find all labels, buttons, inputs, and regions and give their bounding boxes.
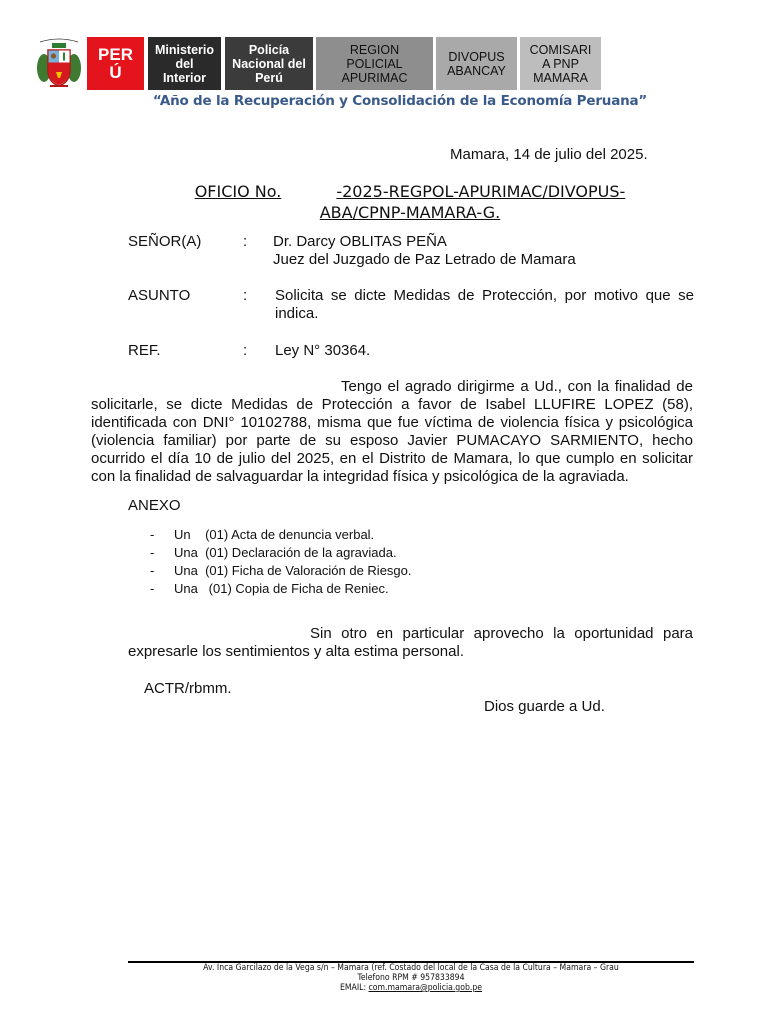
initials: ACTR/rbmm.	[144, 680, 232, 697]
body-paragraph: Tengo el agrado dirigirme a Ud., con la finalidad de solicitarle, se dicte Medidas de Protección a favor de Isabel LLUFIRE LOPEZ (58), identificada con DNI° 10102788, misma que fue víctima de violencia física y psicológica (violencia familiar) por parte de su esposo Javier PUMACAYO SARMIENTO, hecho ocurrido el día 10 de julio del 2025, en el Distrito de Mamara, lo que cumplo en solicitar con la finalidad de salvaguardar la integridad física y psicológica de la agraviada.	[91, 378, 693, 485]
ministerio-box: Ministerio del Interior	[148, 37, 221, 90]
year-motto: “Año de la Recuperación y Consolidación de la Economía Peruana”	[152, 93, 648, 109]
list-item: - Una (01) Ficha de Valoración de Riesgo.	[150, 563, 412, 578]
footer-address: Av. Inca Garcilazo de la Vega s/n – Mamara (ref. Costado del local de la Casa de la Cultura – Mamara – Grau	[203, 963, 619, 973]
policia-box: Policía Nacional del Perú	[225, 37, 313, 90]
list-item: - Un (01) Acta de denuncia verbal.	[150, 527, 375, 542]
oficio-code-line2: ABA/CPNP-MAMARA-G.	[319, 203, 501, 222]
footer-email-label: EMAIL:	[339, 983, 367, 993]
oficio-prefix: OFICIO No.	[194, 182, 282, 201]
oficio-code-line1: -2025-REGPOL-APURIMAC/DIVOPUS-	[336, 182, 626, 201]
asunto-colon: :	[243, 287, 248, 304]
addressee-position: Juez del Juzgado de Paz Letrado de Mamara	[273, 251, 576, 268]
senor-label: SEÑOR(A)	[128, 233, 202, 250]
footer	[168, 963, 655, 993]
asunto-text: Solicita se dicte Medidas de Protección, por motivo que se indica.	[275, 287, 694, 322]
senor-colon: :	[243, 233, 248, 250]
date-line: Mamara, 14 de julio del 2025.	[450, 146, 648, 163]
peru-brand-box: PER Ú	[87, 37, 144, 90]
ref-label: REF.	[128, 342, 161, 359]
ref-colon: :	[243, 342, 248, 359]
ref-text: Ley N° 30364.	[275, 342, 371, 359]
coat-of-arms-icon	[36, 38, 82, 90]
farewell: Dios guarde a Ud.	[484, 698, 605, 715]
closing-paragraph: Sin otro en particular aprovecho la oportunidad para expresarle los sentimientos y alta estima personal.	[128, 625, 693, 660]
oficio-number	[100, 181, 720, 223]
comisaria-box: COMISARI A PNP MAMARA	[520, 37, 601, 90]
asunto-label: ASUNTO	[128, 287, 191, 304]
addressee-name: Dr. Darcy OBLITAS PEÑA	[273, 233, 447, 250]
footer-phone: Telefono RPM # 957833894	[357, 973, 465, 983]
anexo-title: ANEXO	[128, 497, 181, 514]
list-item: - Una (01) Declaración de la agraviada.	[150, 545, 397, 560]
region-box: REGION POLICIAL APURIMAC	[316, 37, 433, 90]
list-item: - Una (01) Copia de Ficha de Reniec.	[150, 581, 389, 596]
footer-email-link[interactable]: com.mamara@policia.gob.pe	[368, 983, 483, 993]
divopus-box: DIVOPUS ABANCAY	[436, 37, 517, 90]
footer-email-line	[168, 983, 655, 993]
anexo-list	[150, 526, 412, 598]
